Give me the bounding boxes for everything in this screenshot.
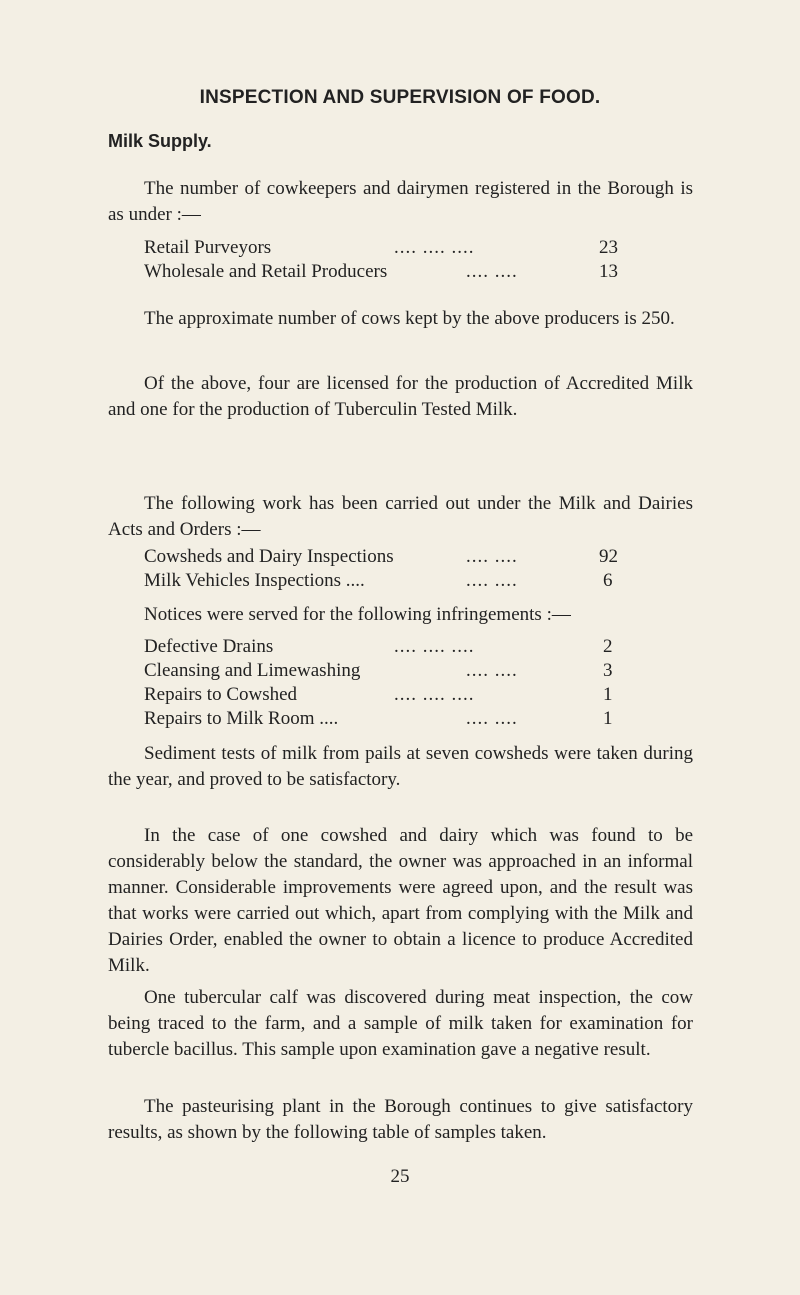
list-item-label: Retail Purveyors xyxy=(144,237,272,258)
list-item-value: 1 xyxy=(603,708,613,729)
list-item-label: Cleansing and Limewashing xyxy=(144,660,361,681)
leader-dots: .... .... xyxy=(466,660,518,681)
paragraph-improvements: In the case of one cowshed and dairy which was found to be considerably below the standard, the owner was approached in an informal manner. Considerable improvements were agreed upon, and the result was that works were carried out which, apart from complying with the Milk and Dairies Order, enabled the owner to obtain a licence to produce Accredited Milk. xyxy=(108,825,693,976)
leader-dots: .... .... .... xyxy=(394,684,475,705)
list-item-label: Repairs to Cowshed xyxy=(144,684,298,705)
list-item-value: 2 xyxy=(603,636,613,657)
notices-list xyxy=(144,635,644,731)
leader-dots: .... .... .... xyxy=(394,237,475,258)
page-number: 25 xyxy=(390,1166,410,1187)
list-item xyxy=(144,707,644,731)
list-item-value: 92 xyxy=(599,546,618,567)
registered-list xyxy=(144,236,644,284)
paragraph-pasteurising: The pasteurising plant in the Borough continues to give satisfactory results, as shown by the following table of samples taken. xyxy=(108,1096,693,1143)
paragraph-registered-intro: The number of cowkeepers and dairymen registered in the Borough is as under :— xyxy=(108,178,693,225)
list-item xyxy=(144,545,644,569)
paragraph-work-intro: The following work has been carried out under the Milk and Dairies Acts and Orders :— xyxy=(108,493,693,540)
list-item xyxy=(144,236,644,260)
list-item xyxy=(144,659,644,683)
leader-dots: .... .... xyxy=(466,261,518,282)
paragraph-cows: The approximate number of cows kept by the above producers is 250. xyxy=(144,308,675,329)
list-item-label: Defective Drains xyxy=(144,636,274,657)
leader-dots: .... .... .... xyxy=(394,636,475,657)
list-item xyxy=(144,635,644,659)
list-item xyxy=(144,569,644,593)
page-title: INSPECTION AND SUPERVISION OF FOOD. xyxy=(199,87,601,108)
list-item-label: Cowsheds and Dairy Inspections xyxy=(144,546,394,567)
list-item xyxy=(144,683,644,707)
notices-intro: Notices were served for the following infringements :— xyxy=(144,604,571,625)
list-item-value: 13 xyxy=(599,261,618,282)
leader-dots: .... .... xyxy=(466,570,518,591)
list-item-value: 3 xyxy=(603,660,613,681)
leader-dots: .... .... xyxy=(466,546,518,567)
list-item-value: 6 xyxy=(603,570,613,591)
list-item xyxy=(144,260,644,284)
paragraph-sediment: Sediment tests of milk from pails at seven cowsheds were taken during the year, and proved to be satisfactory. xyxy=(108,743,693,790)
section-heading: Milk Supply. xyxy=(108,131,212,151)
work-list xyxy=(144,545,644,593)
list-item-value: 23 xyxy=(599,237,618,258)
list-item-label: Repairs to Milk Room .... xyxy=(144,708,339,729)
list-item-label: Wholesale and Retail Producers xyxy=(144,261,388,282)
list-item-value: 1 xyxy=(603,684,613,705)
paragraph-licensed: Of the above, four are licensed for the production of Accredited Milk and one for the production of Tuberculin Tested Milk. xyxy=(108,373,693,420)
list-item-label: Milk Vehicles Inspections .... xyxy=(144,570,365,591)
leader-dots: .... .... xyxy=(466,708,518,729)
paragraph-tubercular: One tubercular calf was discovered during meat inspection, the cow being traced to the farm, and a sample of milk taken for examination for tubercle bacillus. This sample upon examination gave a negative result. xyxy=(108,987,693,1060)
